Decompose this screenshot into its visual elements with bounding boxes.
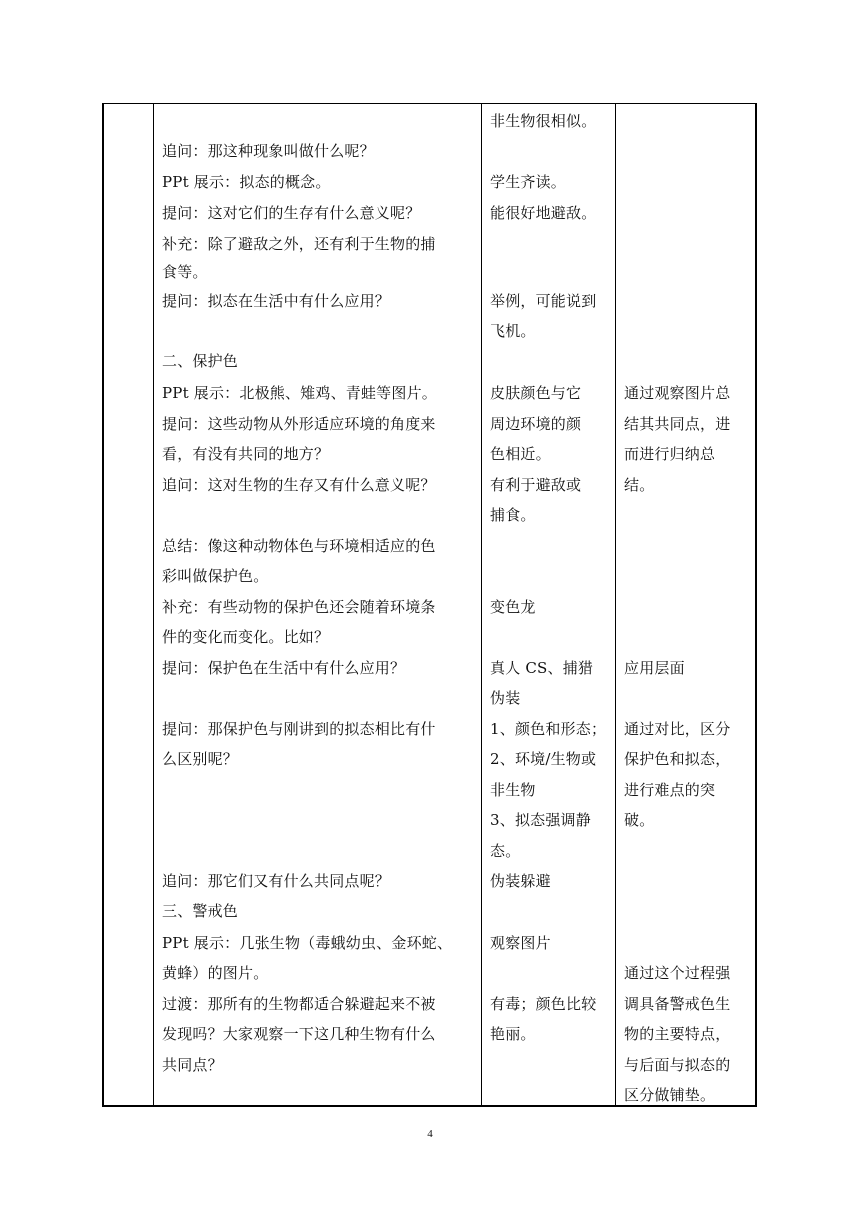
student-line: 周边环境的颜 [490,415,582,433]
teacher-line: 总结：像这种动物体色与环境相适应的色 [162,537,436,555]
intent-line: 保护色和拟态， [624,750,731,768]
student-line: 举例，可能说到 [490,292,597,310]
page-number: 4 [427,1128,433,1140]
intent-line: 通过对比，区分 [624,720,731,738]
intent-line: 通过观察图片总 [624,384,731,402]
student-line: 飞机。 [490,322,536,340]
student-line: 能很好地避敌。 [490,204,597,222]
teacher-line: 提问：这对它们的生存有什么意义呢？ [162,204,421,222]
intent-line: 应用层面 [624,659,685,677]
teacher-line: 追问：那它们又有什么共同点呢？ [162,872,391,890]
student-line: 1、颜色和形态； [490,720,607,738]
teacher-section-heading: 二、保护色 [162,352,239,370]
teacher-line: 提问：拟态在生活中有什么应用？ [162,292,391,310]
teacher-line: PPt 展示：几张生物（毒蛾幼虫、金环蛇、 [162,934,453,952]
teacher-line: PPt 展示：北极熊、雉鸡、青蛙等图片。 [162,384,437,402]
teacher-line: 提问：这些动物从外形适应环境的角度来 [162,415,436,433]
student-line: 皮肤颜色与它 [490,384,582,402]
teacher-activity-column [154,104,481,1105]
teacher-line: 发现吗？大家观察一下这几种生物有什么 [162,1025,436,1043]
teacher-line: 过渡：那所有的生物都适合躲避起来不被 [162,995,436,1013]
intent-line: 与后面与拟态的 [624,1056,731,1074]
teacher-section-heading: 三、警戒色 [162,902,239,920]
student-line: 3、拟态强调静 [490,811,591,829]
teacher-line: 追问：那这种现象叫做什么呢？ [162,142,375,160]
student-line: 捕食。 [490,506,536,524]
teacher-line: 追问：这对生物的生存又有什么意义呢？ [162,476,436,494]
design-intent-column [616,104,757,1105]
teacher-line: 食等。 [162,263,208,281]
student-line: 非生物 [490,781,536,799]
teacher-line: 补充：有些动物的保护色还会随着环境条 [162,598,436,616]
student-line: 色相近。 [490,445,551,463]
student-line: 艳丽。 [490,1025,536,1043]
intent-line: 结其共同点，进 [624,415,731,433]
intent-line: 调具备警戒色生 [624,995,731,1013]
stage-column [104,104,153,1105]
intent-line: 破。 [624,811,655,829]
teacher-line: 彩叫做保护色。 [162,567,269,585]
teacher-line: 提问：保护色在生活中有什么应用？ [162,659,406,677]
student-line: 变色龙 [490,598,536,616]
intent-line: 通过这个过程强 [624,964,731,982]
student-line: 2、环境/生物或 [490,750,597,768]
intent-line: 区分做铺垫。 [624,1086,716,1104]
student-line: 伪装 [490,689,521,707]
student-line: 学生齐读。 [490,173,567,191]
teacher-line: 黄蜂）的图片。 [162,964,269,982]
student-line: 态。 [490,842,521,860]
lesson-table [102,103,757,1107]
intent-line: 而进行归纳总 [624,445,716,463]
teacher-line: PPt 展示：拟态的概念。 [162,173,331,191]
student-line: 真人 CS、捕猎 [490,659,594,677]
student-activity-column [482,104,615,1105]
teacher-line: 看，有没有共同的地方？ [162,445,330,463]
intent-line: 进行难点的突 [624,781,716,799]
student-line: 有毒；颜色比较 [490,995,597,1013]
teacher-line: 共同点？ [162,1056,223,1074]
student-line: 非生物很相似。 [490,112,597,130]
teacher-line: 提问：那保护色与刚讲到的拟态相比有什 [162,720,436,738]
teacher-line: 件的变化而变化。比如？ [162,628,330,646]
intent-line: 结。 [624,476,655,494]
teacher-line: 么区别呢？ [162,750,239,768]
intent-line: 物的主要特点， [624,1025,731,1043]
teacher-line: 补充：除了避敌之外，还有利于生物的捕 [162,235,436,253]
student-line: 观察图片 [490,934,551,952]
student-line: 伪装躲避 [490,872,551,890]
student-line: 有利于避敌或 [490,476,582,494]
